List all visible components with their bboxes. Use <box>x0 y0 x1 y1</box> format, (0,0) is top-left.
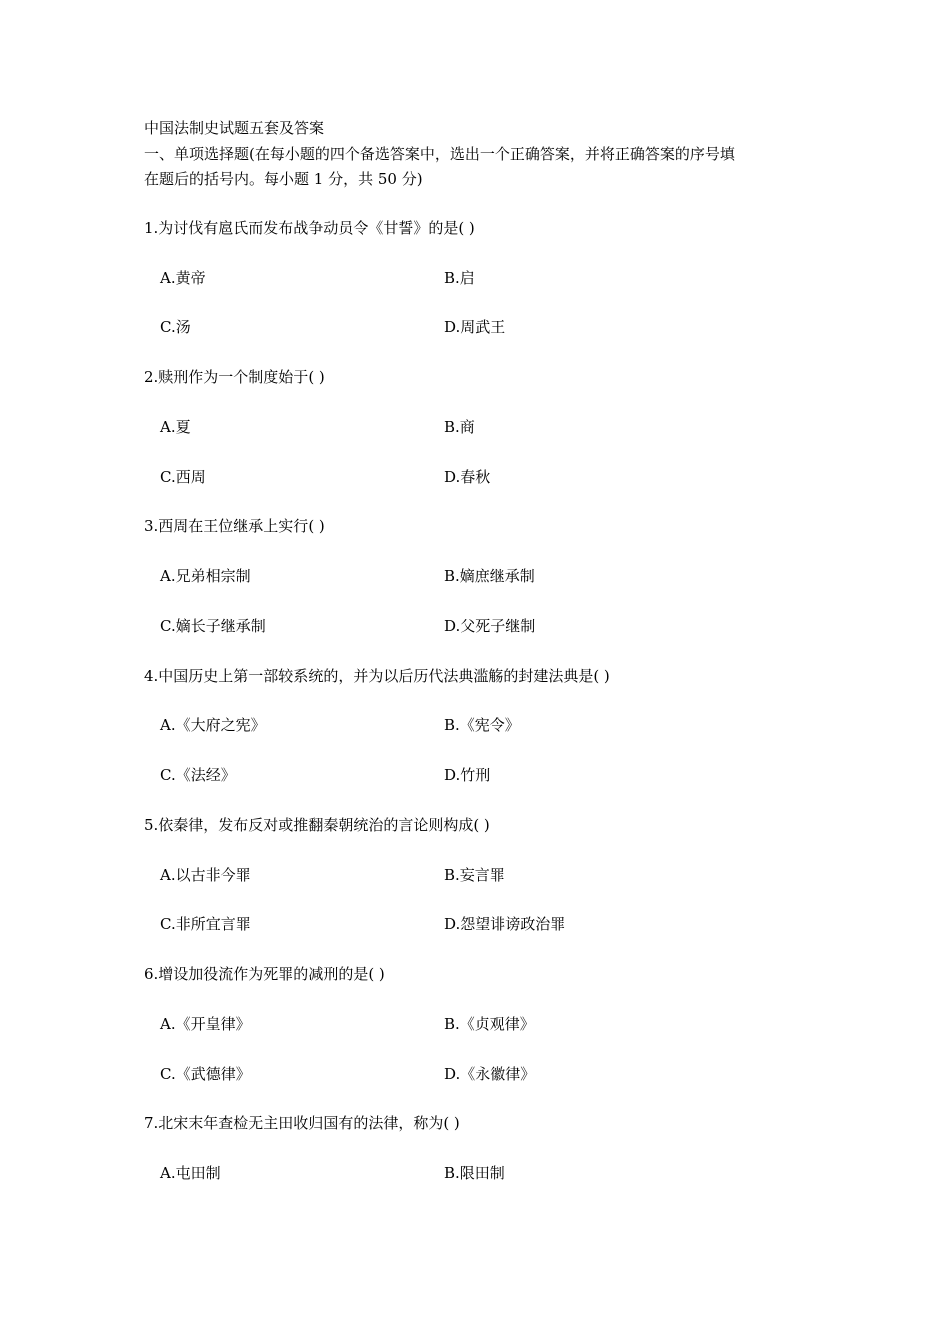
question-2-option-a: A.夏 <box>160 418 191 436</box>
question-5-option-d: D.怨望诽谤政治罪 <box>444 915 566 933</box>
question-5-option-a: A.以古非今罪 <box>160 866 251 884</box>
question-3-stem: 3.西周在王位继承上实行( ) <box>144 517 325 535</box>
question-1-option-a: A.黄帝 <box>160 269 206 287</box>
question-6-option-a: A.《开皇律》 <box>160 1015 251 1033</box>
section-heading-line-1: 一、单项选择题(在每小题的四个备选答案中，选出一个正确答案，并将正确答案的序号填 <box>144 145 735 163</box>
question-4-option-b: B.《宪令》 <box>444 716 520 734</box>
question-7-option-b: B.限田制 <box>444 1164 505 1182</box>
question-2-option-b: B.商 <box>444 418 475 436</box>
question-3-option-b: B.嫡庶继承制 <box>444 567 535 585</box>
question-4-option-d: D.竹刑 <box>444 766 491 784</box>
question-3-option-a: A.兄弟相宗制 <box>160 567 251 585</box>
question-5-stem: 5.依秦律，发布反对或推翻秦朝统治的言论则构成( ) <box>144 816 490 834</box>
question-5-option-b: B.妄言罪 <box>444 866 505 884</box>
question-1-option-b: B.启 <box>444 269 475 287</box>
question-3-option-d: D.父死子继制 <box>444 617 536 635</box>
question-5-option-c: C.非所宜言罪 <box>160 915 251 933</box>
question-2-option-d: D.春秋 <box>444 468 491 486</box>
question-7-option-a: A.屯田制 <box>160 1164 221 1182</box>
question-4-option-a: A.《大府之宪》 <box>160 716 266 734</box>
question-4-stem: 4.中国历史上第一部较系统的，并为以后历代法典滥觞的封建法典是( ) <box>144 667 610 685</box>
question-6-option-b: B.《贞观律》 <box>444 1015 535 1033</box>
question-2-stem: 2.赎刑作为一个制度始于( ) <box>144 368 325 386</box>
question-2-option-c: C.西周 <box>160 468 206 486</box>
question-3-option-c: C.嫡长子继承制 <box>160 617 266 635</box>
section-heading-line-2: 在题后的括号内。每小题 1 分，共 50 分) <box>144 170 423 188</box>
question-7-stem: 7.北宋末年查检无主田收归国有的法律，称为( ) <box>144 1114 460 1132</box>
question-1-stem: 1.为讨伐有扈氏而发布战争动员令《甘誓》的是( ) <box>144 219 475 237</box>
question-6-option-c: C.《武德律》 <box>160 1065 251 1083</box>
question-1-option-c: C.汤 <box>160 318 191 336</box>
question-6-option-d: D.《永徽律》 <box>444 1065 536 1083</box>
question-6-stem: 6.增设加役流作为死罪的减刑的是( ) <box>144 965 385 983</box>
document-title: 中国法制史试题五套及答案 <box>144 119 325 137</box>
question-4-option-c: C.《法经》 <box>160 766 236 784</box>
question-1-option-d: D.周武王 <box>444 318 506 336</box>
